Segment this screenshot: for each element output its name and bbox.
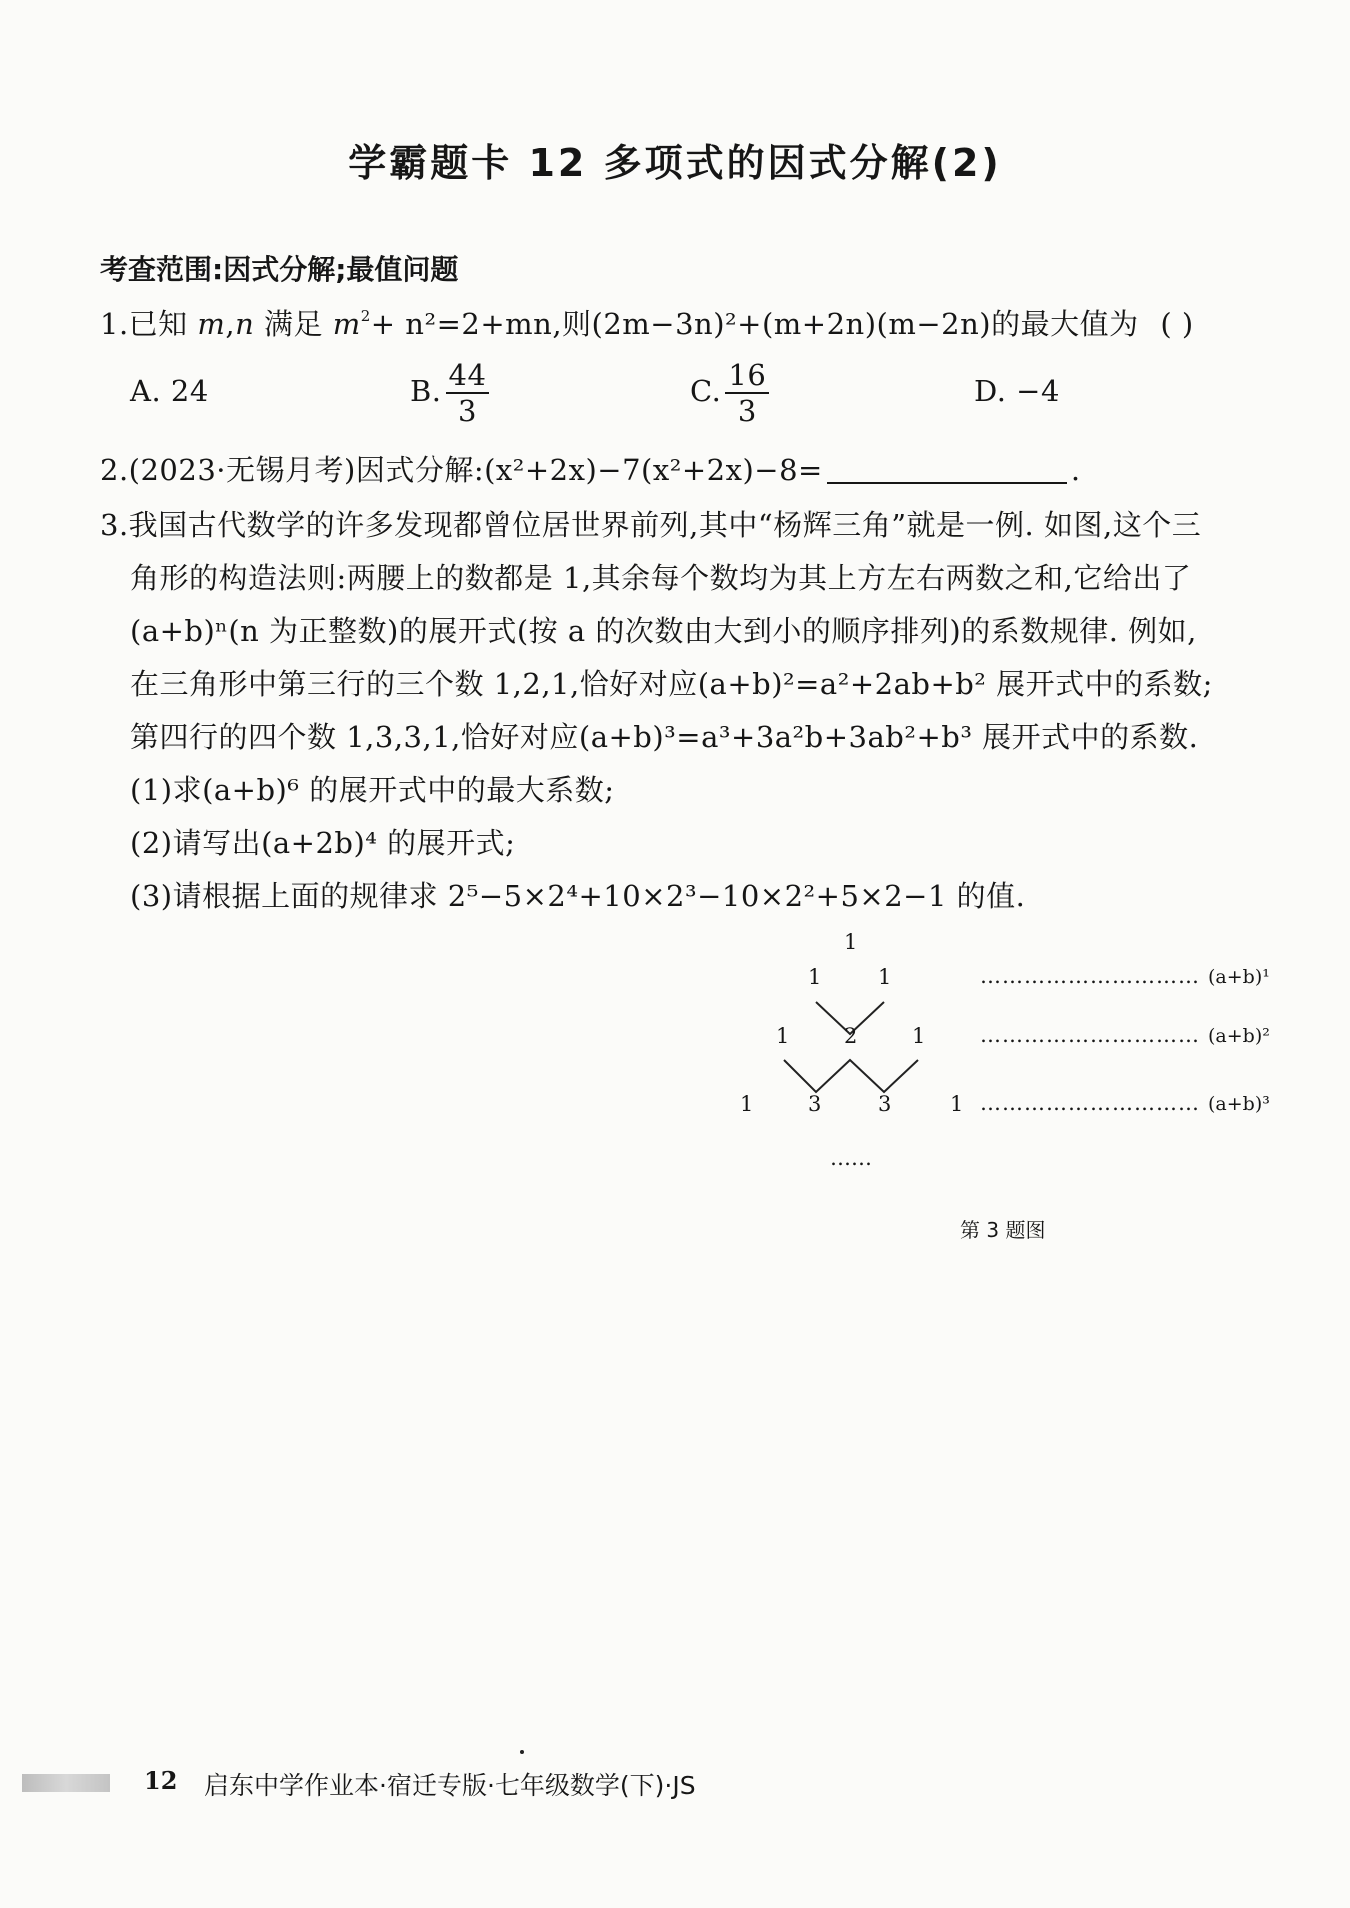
triangle-row-1: 1 (844, 930, 858, 954)
q1-text: 已知 m,n 满足 $m^2+ n^2=2+mn$,则(2m−3n)²+(m+2n)(m−2n)的最大值为 (128, 307, 1139, 341)
triangle-row-4-b: 3 (808, 1092, 822, 1116)
triangle-row-4-c: 3 (878, 1092, 892, 1116)
triangle-row-4-a: 1 (740, 1092, 754, 1116)
book-title: 启东中学作业本·宿迁专版·七年级数学(下)·JS (204, 1771, 696, 1800)
q1-number: 1. (100, 307, 129, 341)
question-3-line-1: 3.我国古代数学的许多发现都曾位居世界前列,其中“杨辉三角”就是一例. 如图,这个三 (100, 508, 1202, 542)
triangle-ellipsis: …… (830, 1146, 872, 1170)
answer-blank[interactable] (827, 456, 1067, 484)
sub-question-1: (1)求(a+b)⁶ 的展开式中的最大系数; (130, 773, 615, 807)
option-c: C. $\frac{16}{3}$ (690, 358, 769, 428)
question-1 (100, 302, 1194, 343)
triangle-row-4-d: 1 (950, 1092, 964, 1116)
answer-bracket: ( ) (1160, 307, 1194, 341)
print-mark (520, 1750, 524, 1754)
question-3-line-2: 角形的构造法则:两腰上的数都是 1,其余每个数均为其上方左右两数之和,它给出了 (130, 561, 1192, 595)
question-3-line-5: 第四行的四个数 1,3,3,1,恰好对应(a+b)³=a³+3a²b+3ab²+b³ 展开式中的系数. (130, 720, 1199, 754)
triangle-row-3-a: 1 (776, 1024, 790, 1048)
leader-dots-3: ………………………… (980, 1091, 1200, 1115)
triangle-row-3-b: 2 (844, 1024, 858, 1048)
triangle-row-3-c: 1 (912, 1024, 926, 1048)
footer-bar (22, 1774, 110, 1792)
question-3-line-3: (a+b)ⁿ(n 为正整数)的展开式(按 a 的次数由大到小的顺序排列)的系数规律. 例如, (130, 614, 1197, 648)
leader-dots-1: ………………………… (980, 964, 1200, 988)
leader-dots-2: ………………………… (980, 1023, 1200, 1047)
triangle-row-2-a: 1 (808, 965, 822, 989)
fraction: $\frac{16}{3}$ (725, 358, 769, 428)
exam-scope: 考查范围:因式分解;最值问题 (100, 253, 459, 286)
triangle-row-2-b: 1 (878, 965, 892, 989)
page-title: 学霸题卡 12 多项式的因式分解(2) (348, 141, 1002, 185)
figure-caption: 第 3 题图 (960, 1218, 1046, 1242)
sub-question-3: (3)请根据上面的规律求 2⁵−5×2⁴+10×2³−10×2²+5×2−1 的值. (130, 879, 1026, 913)
yanghui-triangle-figure (700, 920, 1300, 1240)
row-label-1: (a+b)¹ (1208, 966, 1270, 988)
question-2: 2.(2023·无锡月考)因式分解:(x²+2x)−7(x²+2x)−8= . (100, 453, 1081, 487)
row-label-3: (a+b)³ (1208, 1093, 1270, 1115)
question-3-line-4: 在三角形中第三行的三个数 1,2,1,恰好对应(a+b)²=a²+2ab+b² 展开式中的系数; (130, 667, 1213, 701)
option-b: B. $\frac{44}{3}$ (410, 358, 489, 428)
option-d: D. −4 (974, 374, 1060, 408)
row-label-2: (a+b)² (1208, 1025, 1270, 1047)
sub-question-2: (2)请写出(a+2b)⁴ 的展开式; (130, 826, 516, 860)
fraction: $\frac{44}{3}$ (446, 358, 490, 428)
page-number: 12 (144, 1766, 178, 1795)
option-a: A. 24 (130, 374, 209, 408)
